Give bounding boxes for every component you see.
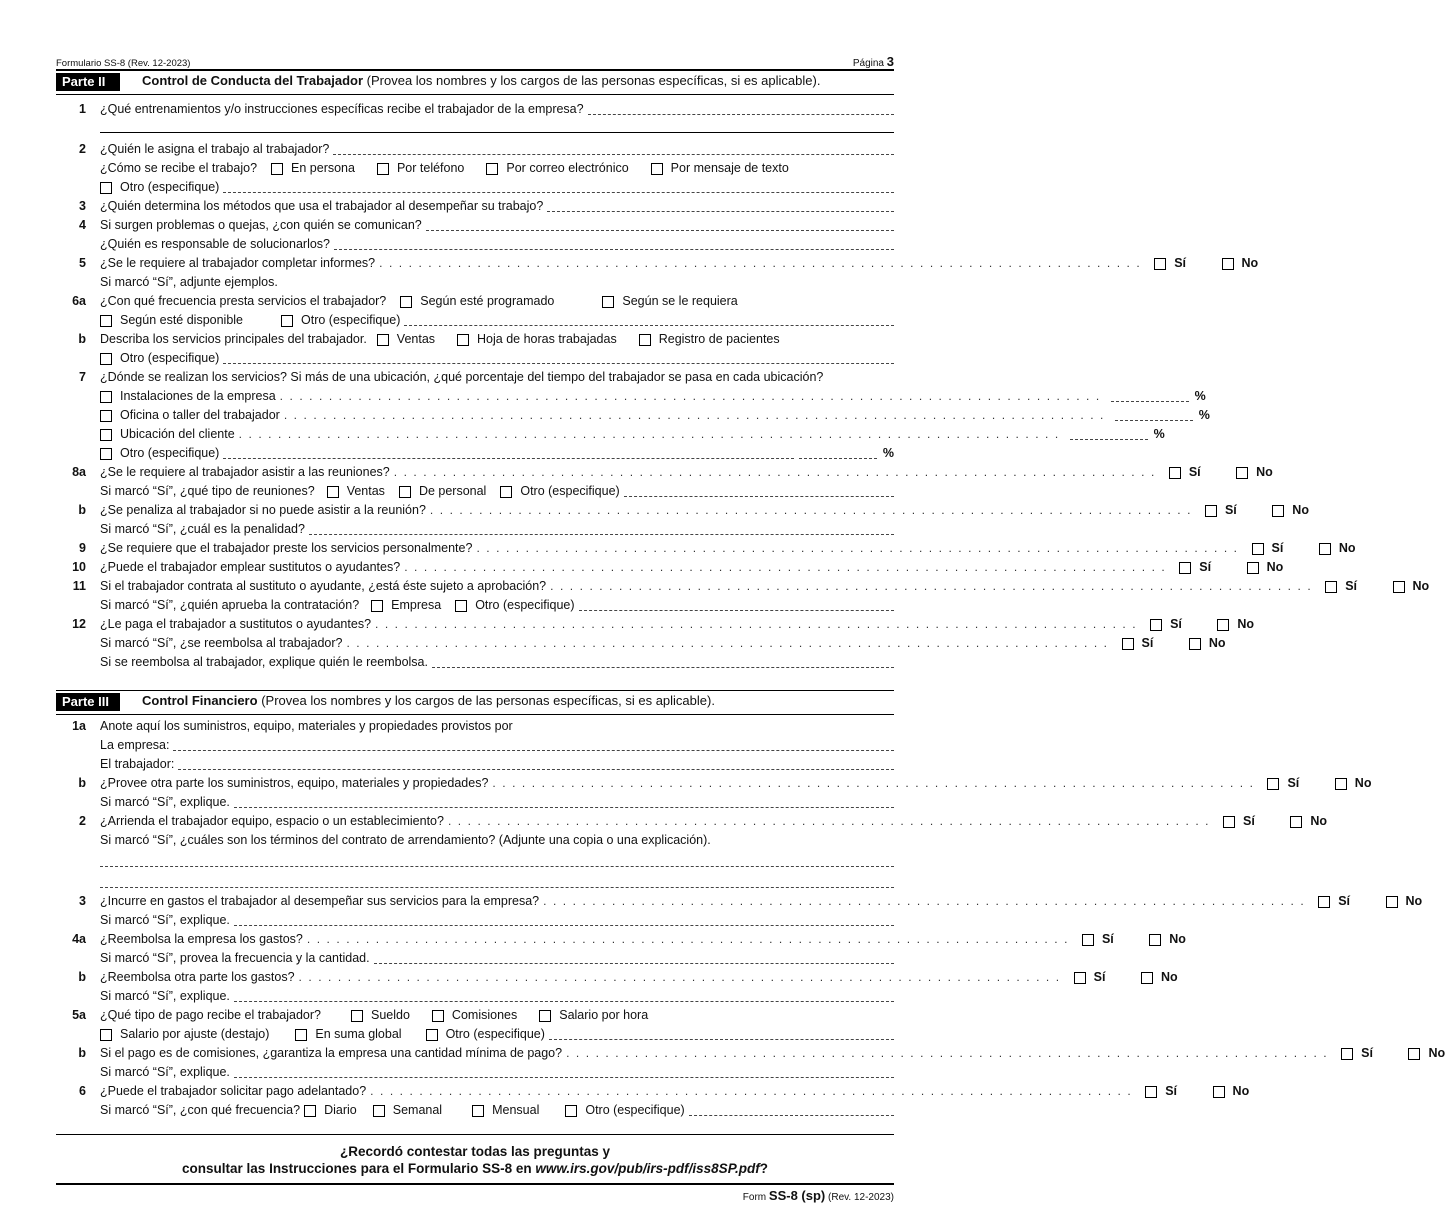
yes-option[interactable]: Sí [1154,256,1186,271]
question-row: 2 ¿Quién le asigna el trabajo al trabajador? [56,135,894,157]
option-timesheet[interactable]: Hoja de horas trabajadas [457,332,617,347]
percent-field[interactable] [1111,388,1189,402]
percent-field[interactable] [1070,426,1148,440]
checkbox[interactable] [1213,1086,1225,1098]
yes-option[interactable]: Sí [1205,503,1237,518]
section-divider [56,670,894,691]
answer-field[interactable] [624,483,894,497]
question-row: b ¿Reembolsa otra parte los gastos? .............................................................................. Sí No [78,970,1178,984]
question-row: Si marcó “Sí”, explique. [56,985,894,1004]
question-row [56,309,894,328]
checkbox[interactable] [602,296,614,308]
checkbox[interactable] [1150,619,1162,631]
part2-title: Control de Conducta del Trabajador (Provea los nombres y los cargos de las personas específicas, si es aplicable). [142,73,821,88]
no-option[interactable]: No [1386,894,1423,909]
no-option[interactable]: No [1236,465,1273,480]
answer-field[interactable] [100,874,894,888]
option-email[interactable]: Por correo electrónico [486,161,628,176]
checkbox[interactable] [1341,1048,1353,1060]
question-row: 5a ¿Qué tipo de pago recibe el trabajador? Sueldo Comisiones Salario por hora [72,1008,649,1022]
answer-field[interactable] [579,597,894,611]
answer-field[interactable] [426,217,894,231]
question-row: b ¿Se penaliza al trabajador si no puede asistir a la reunión? .............................................................................. Sí No [78,503,1309,517]
checkbox[interactable] [100,410,112,422]
question-row [56,117,894,135]
no-option[interactable]: No [1141,970,1178,985]
checkbox[interactable] [371,600,383,612]
yes-option[interactable]: Sí [1145,1084,1177,1099]
checkbox[interactable] [377,334,389,346]
question-row: Si marcó “Sí”, ¿cuáles son los términos del contrato de arrendamiento? (Adjunte una copia o una explicación). [100,833,711,847]
answer-field[interactable] [334,236,894,250]
checkbox[interactable] [100,429,112,441]
checkbox[interactable] [1252,543,1264,555]
checkbox[interactable] [1217,619,1229,631]
question-row: 8a ¿Se le requiere al trabajador asistir a las reuniones? .............................................................................. Sí No [72,465,1273,479]
percent-field[interactable] [799,445,877,459]
yes-option[interactable]: Sí [1074,970,1106,985]
answer-field[interactable] [234,988,894,1002]
question-row: 4 Si surgen problemas o quejas, ¿con quién se comunican? [56,214,894,233]
option-patient-log[interactable]: Registro de pacientes [639,332,780,347]
location-row: Instalaciones de la empresa .................................................................................... % [56,385,894,404]
no-option[interactable]: No [1319,541,1356,556]
yes-option[interactable]: Sí [1325,579,1357,594]
question-row: 11 Si el trabajador contrata al sustituto o ayudante, ¿está éste sujeto a aprobación? .............................................................................. Sí No [72,579,1430,593]
answer-field[interactable] [689,1102,894,1116]
question-row: El trabajador: [56,753,894,772]
question-row: Si marcó “Sí”, ¿se reembolsa al trabajador? .............................................................................. Sí No [100,636,1226,650]
page-header [56,52,894,71]
checkbox[interactable] [281,315,293,327]
answer-field[interactable] [374,950,894,964]
question-row [56,176,894,195]
checkbox[interactable] [1205,505,1217,517]
option-sales[interactable]: Ventas [377,332,435,347]
option-as-required[interactable]: Según se le requiera [602,294,737,309]
checkbox[interactable] [377,163,389,175]
checkbox[interactable] [1272,505,1284,517]
checkbox[interactable] [486,163,498,175]
answer-field[interactable] [549,1026,894,1040]
answer-field[interactable] [223,179,894,193]
answer-field[interactable] [100,119,894,133]
question-row: 6a ¿Con qué frecuencia presta servicios el trabajador? Según esté programado Según se le requiera [72,294,738,308]
yes-option[interactable]: Sí [1341,1046,1373,1061]
answer-field[interactable] [333,141,894,155]
location-row: Oficina o taller del trabajador .................................................................................... % [56,404,894,423]
checkbox[interactable] [1141,972,1153,984]
percent-field[interactable] [1115,407,1193,421]
checkbox[interactable] [539,1010,551,1022]
checkbox[interactable] [327,486,339,498]
yes-option[interactable]: Sí [1223,814,1255,829]
checkbox[interactable] [1408,1048,1420,1060]
no-option[interactable]: No [1213,1084,1250,1099]
checkbox[interactable] [304,1105,316,1117]
location-row: Otro (especifique) % [56,442,894,461]
checkbox[interactable] [1236,467,1248,479]
yes-option[interactable]: Sí [1122,636,1154,651]
no-option[interactable]: No [1290,814,1327,829]
question-row: 5 ¿Se le requiere al trabajador completar informes? .............................................................................. Sí No [79,256,1259,270]
no-option[interactable]: No [1393,579,1430,594]
answer-field[interactable] [100,853,894,867]
question-row: Salario por ajuste (destajo) En suma global Otro (especifique) [56,1023,894,1042]
option-phone[interactable]: Por teléfono [377,161,464,176]
question-row: 4a ¿Reembolsa la empresa los gastos? .............................................................................. Sí No [72,932,1186,946]
form-id: Formulario SS-8 (Rev. 12-2023) [56,58,191,69]
answer-field[interactable] [234,1064,894,1078]
question-row: Si marcó “Sí”, adjunte ejemplos. [100,275,278,289]
instructions-link[interactable]: www.irs.gov/pub/irs-pdf/iss8SP.pdf [535,1161,760,1176]
reminder-note: ¿Recordó contestar todas las preguntas y consultar las Instrucciones para el Formulario SS-8 en www.irs.gov/pub/irs-pdf/iss8SP.pdf? [56,1134,894,1185]
checkbox[interactable] [400,296,412,308]
checkbox[interactable] [1179,562,1191,574]
checkbox[interactable] [351,1010,363,1022]
part3-header [56,691,894,715]
checkbox[interactable] [457,334,469,346]
yes-option[interactable]: Sí [1169,465,1201,480]
answer-field[interactable] [173,737,894,751]
question-row: Si marcó “Sí”, ¿con qué frecuencia? Diario Semanal Mensual Otro (especifique) [56,1099,894,1118]
question-row: Si marcó “Sí”, explique. [56,791,894,810]
option-other[interactable]: Otro (especifique) [100,351,219,366]
question-row: Si marcó “Sí”, explique. [56,1061,894,1080]
no-option[interactable]: No [1335,776,1372,791]
part2-header [56,71,894,95]
question-row: La empresa: [56,734,894,753]
checkbox[interactable] [1154,258,1166,270]
checkbox[interactable] [271,163,283,175]
no-option[interactable]: No [1247,560,1284,575]
answer-field[interactable] [309,521,894,535]
checkbox[interactable] [1325,581,1337,593]
checkbox[interactable] [472,1105,484,1117]
checkbox[interactable] [565,1105,577,1117]
answer-field[interactable] [234,794,894,808]
yes-option[interactable]: Sí [1267,776,1299,791]
checkbox[interactable] [100,353,112,365]
yes-option[interactable]: Sí [1082,932,1114,947]
checkbox[interactable] [1393,581,1405,593]
question-row: 6 ¿Puede el trabajador solicitar pago adelantado? .............................................................................. Sí No [79,1084,1250,1098]
yes-option[interactable]: Sí [1150,617,1182,632]
answer-field[interactable] [432,654,894,668]
location-row: Ubicación del cliente .................................................................................... % [56,423,894,442]
yes-no-pair [1154,256,1258,271]
checkbox[interactable] [373,1105,385,1117]
checkbox[interactable] [100,448,112,460]
no-option[interactable]: No [1408,1046,1445,1061]
checkbox[interactable] [1335,778,1347,790]
checkbox[interactable] [1082,934,1094,946]
option-other[interactable]: Otro (especifique) [281,313,400,328]
question-row: Si marcó “Sí”, ¿qué tipo de reuniones? Ventas De personal Otro (especifique) [56,480,894,499]
checkbox[interactable] [100,315,112,327]
question-row: 1 ¿Qué entrenamientos y/o instrucciones específicas recibe el trabajador de la empresa? [56,95,894,117]
question-row: 7 ¿Dónde se realizan los servicios? Si más de una ubicación, ¿qué porcentaje del tiempo del trabajador se pasa en cada ubicación? [79,370,824,384]
question-row: 9 ¿Se requiere que el trabajador preste los servicios personalmente? .............................................................................. Sí No [79,541,1356,555]
page-footer: Form SS-8 (sp) (Rev. 12-2023) [742,1188,894,1203]
option-in-person[interactable]: En persona [271,161,355,176]
answer-field[interactable] [223,350,894,364]
checkbox[interactable] [1169,467,1181,479]
checkbox[interactable] [1223,816,1235,828]
question-row [56,869,894,890]
answer-field[interactable] [234,912,894,926]
question-row: Si se reembolsa al trabajador, explique quién le reembolsa. [56,651,894,670]
no-option[interactable]: No [1222,256,1259,271]
question-row [56,848,894,869]
checkbox[interactable] [399,486,411,498]
no-option[interactable]: No [1272,503,1309,518]
question-row: b Describa los servicios principales del trabajador. Ventas Hoja de horas trabajadas Registro de pacientes [78,332,780,346]
question-row: 1a Anote aquí los suministros, equipo, materiales y propiedades provistos por [72,719,513,733]
part2-tag: Parte II [56,73,120,91]
part3-tag: Parte III [56,693,120,711]
form-page [56,52,1445,1203]
question-row: Si marcó “Sí”, ¿cuál es la penalidad? [56,518,894,537]
question-row: Si marcó “Sí”, ¿quién aprueba la contratación? Empresa Otro (especifique) [56,594,894,613]
yes-option[interactable]: Sí [1318,894,1350,909]
checkbox[interactable] [100,391,112,403]
checkbox[interactable] [500,486,512,498]
part3-title: Control Financiero (Provea los nombres y los cargos de las personas específicas, si es aplicable). [142,693,715,708]
checkbox[interactable] [651,163,663,175]
question-row: ¿Cómo se recibe el trabajo? En persona Por teléfono Por correo electrónico Por mensaje de texto [100,161,789,175]
answer-field[interactable] [588,101,894,115]
checkbox[interactable] [1386,896,1398,908]
answer-field[interactable] [404,312,894,326]
answer-field[interactable] [547,198,894,212]
checkbox[interactable] [1145,1086,1157,1098]
checkbox[interactable] [100,1029,112,1041]
checkbox[interactable] [1074,972,1086,984]
option-other[interactable]: Otro (especifique) [100,180,219,195]
checkbox[interactable] [1247,562,1259,574]
question-row [56,347,894,366]
checkbox[interactable] [100,182,112,194]
checkbox[interactable] [1319,543,1331,555]
checkbox[interactable] [432,1010,444,1022]
question-row: 3 ¿Incurre en gastos el trabajador al desempeñar sus servicios para la empresa? .............................................................................. Sí No [79,894,1423,908]
checkbox[interactable] [1122,638,1134,650]
checkbox[interactable] [639,334,651,346]
answer-field[interactable] [223,445,794,459]
answer-field[interactable] [178,756,894,770]
question-row: b Si el pago es de comisiones, ¿garantiza la empresa una cantidad mínima de pago? .............................................................................. Sí No [78,1046,1445,1060]
checkbox[interactable] [1222,258,1234,270]
option-scheduled[interactable]: Según esté programado [400,294,554,309]
question-row: b ¿Provee otra parte los suministros, equipo, materiales y propiedades? .............................................................................. Sí No [78,776,1372,790]
checkbox[interactable] [1290,816,1302,828]
question-row: ¿Quién es responsable de solucionarlos? [56,233,894,252]
question-row: 2 ¿Arrienda el trabajador equipo, espacio o un establecimiento? .............................................................................. Sí No [79,814,1328,828]
question-row: 3 ¿Quién determina los métodos que usa el trabajador al desempeñar su trabajo? [56,195,894,214]
option-text-message[interactable]: Por mensaje de texto [651,161,789,176]
checkbox[interactable] [455,600,467,612]
no-option[interactable]: No [1149,932,1186,947]
checkbox[interactable] [1189,638,1201,650]
checkbox[interactable] [426,1029,438,1041]
checkbox[interactable] [1267,778,1279,790]
option-available[interactable]: Según esté disponible [100,313,243,328]
checkbox[interactable] [295,1029,307,1041]
page-number: Página 3 [852,54,894,69]
question-row: 10 ¿Puede el trabajador emplear sustitutos o ayudantes? .............................................................................. Sí No [72,560,1284,574]
question-row: Si marcó “Sí”, provea la frecuencia y la cantidad. [56,947,894,966]
question-row: Si marcó “Sí”, explique. [56,909,894,928]
question-row: 12 ¿Le paga el trabajador a sustitutos o ayudantes? .............................................................................. Sí No [72,617,1255,631]
yes-option[interactable]: Sí [1179,560,1211,575]
no-option[interactable]: No [1189,636,1226,651]
yes-option[interactable]: Sí [1252,541,1284,556]
checkbox[interactable] [1318,896,1330,908]
checkbox[interactable] [1149,934,1161,946]
no-option[interactable]: No [1217,617,1254,632]
